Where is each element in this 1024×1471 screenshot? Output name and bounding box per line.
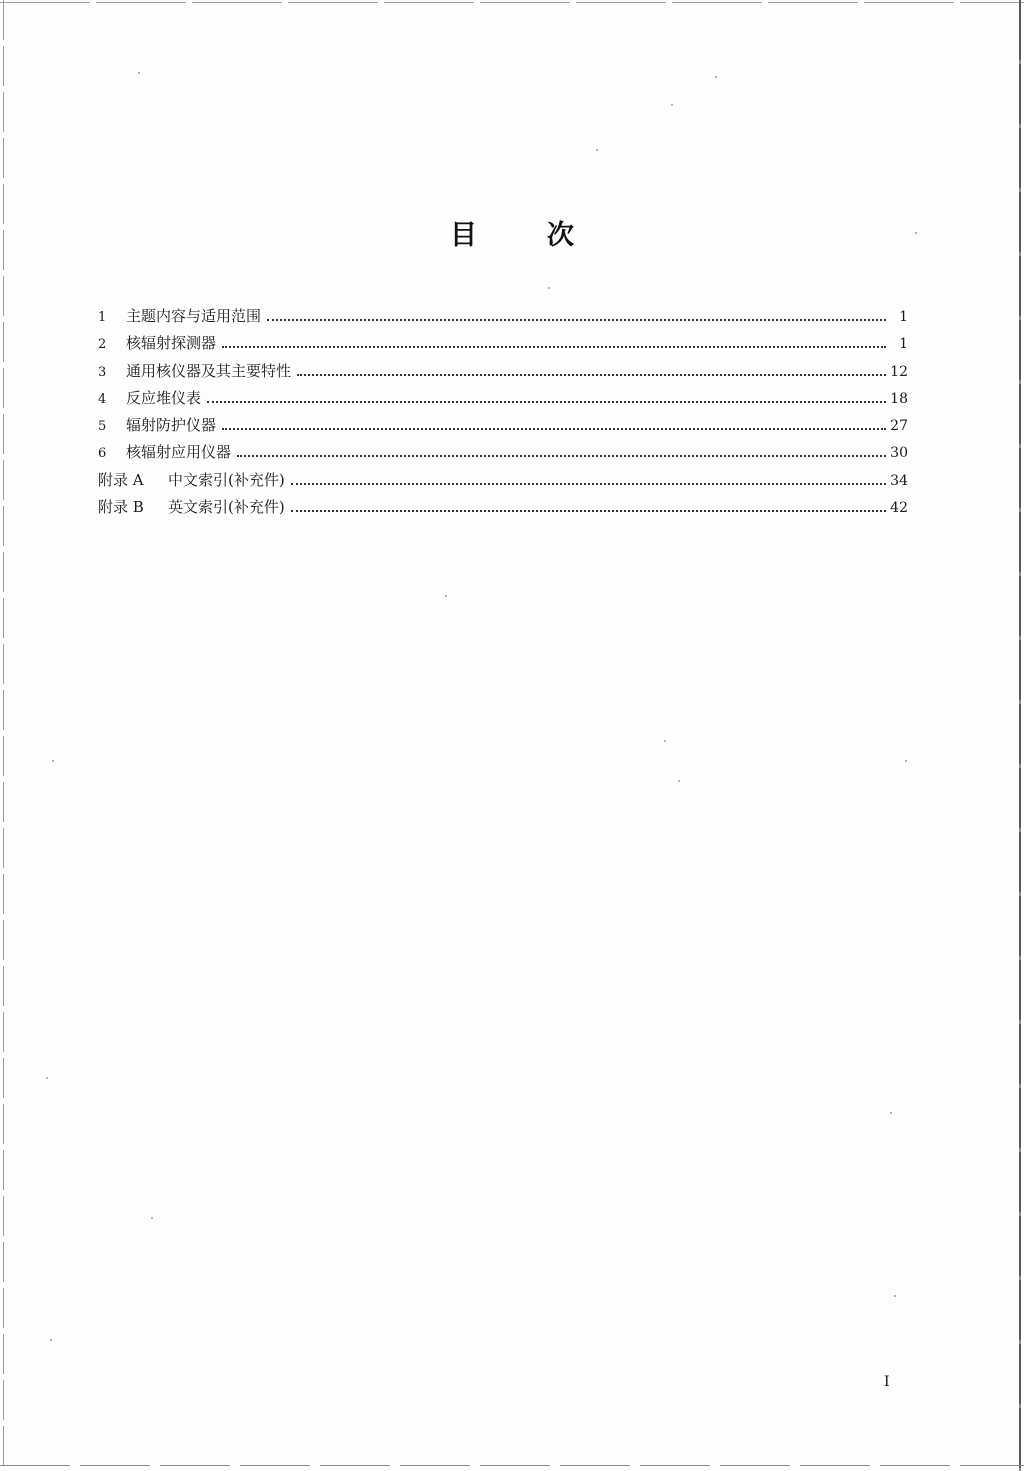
toc-entry-number: 5: [98, 419, 107, 435]
toc-entry-number: 2: [98, 337, 107, 353]
toc-entry-title: 核辐射应用仪器: [126, 443, 232, 462]
toc-entry-title: 反应堆仪表: [126, 388, 202, 407]
scan-speck: [596, 149, 598, 151]
toc-entry-page: 1: [899, 336, 908, 353]
toc-entry[interactable]: [98, 358, 908, 385]
toc-entry[interactable]: [98, 330, 908, 357]
toc-entry-title: 主题内容与适用范围: [126, 307, 262, 325]
scan-speck: [50, 1339, 52, 1341]
toc-leader-dots: [291, 509, 886, 512]
toc-leader-dots: [297, 373, 886, 376]
toc-leader-dots: [207, 400, 886, 403]
toc-entry[interactable]: [98, 385, 908, 412]
toc-entry-title: 核辐射探测器: [126, 334, 217, 353]
toc-entry-page: 18: [890, 390, 908, 407]
scan-speck: [548, 287, 550, 289]
toc-entry-page: 1: [899, 309, 908, 325]
toc-leader-dots: [222, 427, 886, 430]
scan-speck: [894, 1295, 896, 1297]
toc-entry-title: 通用核仪器及其主要特性: [126, 361, 292, 380]
toc-entry-number: 3: [98, 364, 107, 380]
scan-speck: [151, 1217, 153, 1219]
scan-speck: [52, 760, 54, 762]
toc-entry[interactable]: [98, 467, 908, 494]
toc-leader-dots: [267, 318, 886, 321]
toc-leader-dots: [291, 482, 886, 485]
toc-entry-page: 30: [890, 445, 908, 462]
toc-entry[interactable]: [98, 439, 908, 466]
toc-entry[interactable]: [98, 494, 908, 521]
toc-leader-dots: [237, 454, 886, 457]
toc-entry-number: 1: [98, 310, 107, 325]
scan-speck: [46, 1077, 48, 1079]
page-number: I: [884, 1374, 890, 1390]
toc-entry-page: 12: [890, 363, 908, 380]
scan-speck: [664, 740, 666, 742]
toc-entry-title: 中文索引(补充件): [168, 470, 285, 489]
scan-speck: [671, 104, 673, 106]
toc-entry-page: 42: [890, 500, 908, 517]
scan-edge-top: [0, 2, 1024, 3]
scan-edge-bottom: [0, 1465, 1024, 1466]
page-title: 目次: [450, 220, 644, 251]
toc-entry[interactable]: [98, 303, 908, 330]
toc-entry-number: 4: [98, 391, 107, 407]
scan-speck: [890, 1112, 892, 1114]
scan-speck: [138, 72, 140, 74]
scan-speck: [678, 780, 680, 782]
toc-entry-page: 34: [890, 472, 908, 489]
scan-speck: [715, 76, 717, 78]
toc-entry-page: 27: [890, 418, 908, 435]
toc-entry-number: 附录 B: [98, 498, 144, 517]
toc-entry-title: 辐射防护仪器: [126, 416, 217, 435]
toc-entry-title: 英文索引(补充件): [168, 498, 285, 517]
scan-speck: [905, 760, 907, 762]
scan-speck: [445, 595, 447, 597]
table-of-contents: [98, 303, 908, 521]
toc-entry-number: 附录 A: [98, 470, 144, 489]
toc-entry-number: 6: [98, 446, 107, 462]
toc-leader-dots: [222, 345, 886, 348]
toc-entry[interactable]: [98, 412, 908, 439]
